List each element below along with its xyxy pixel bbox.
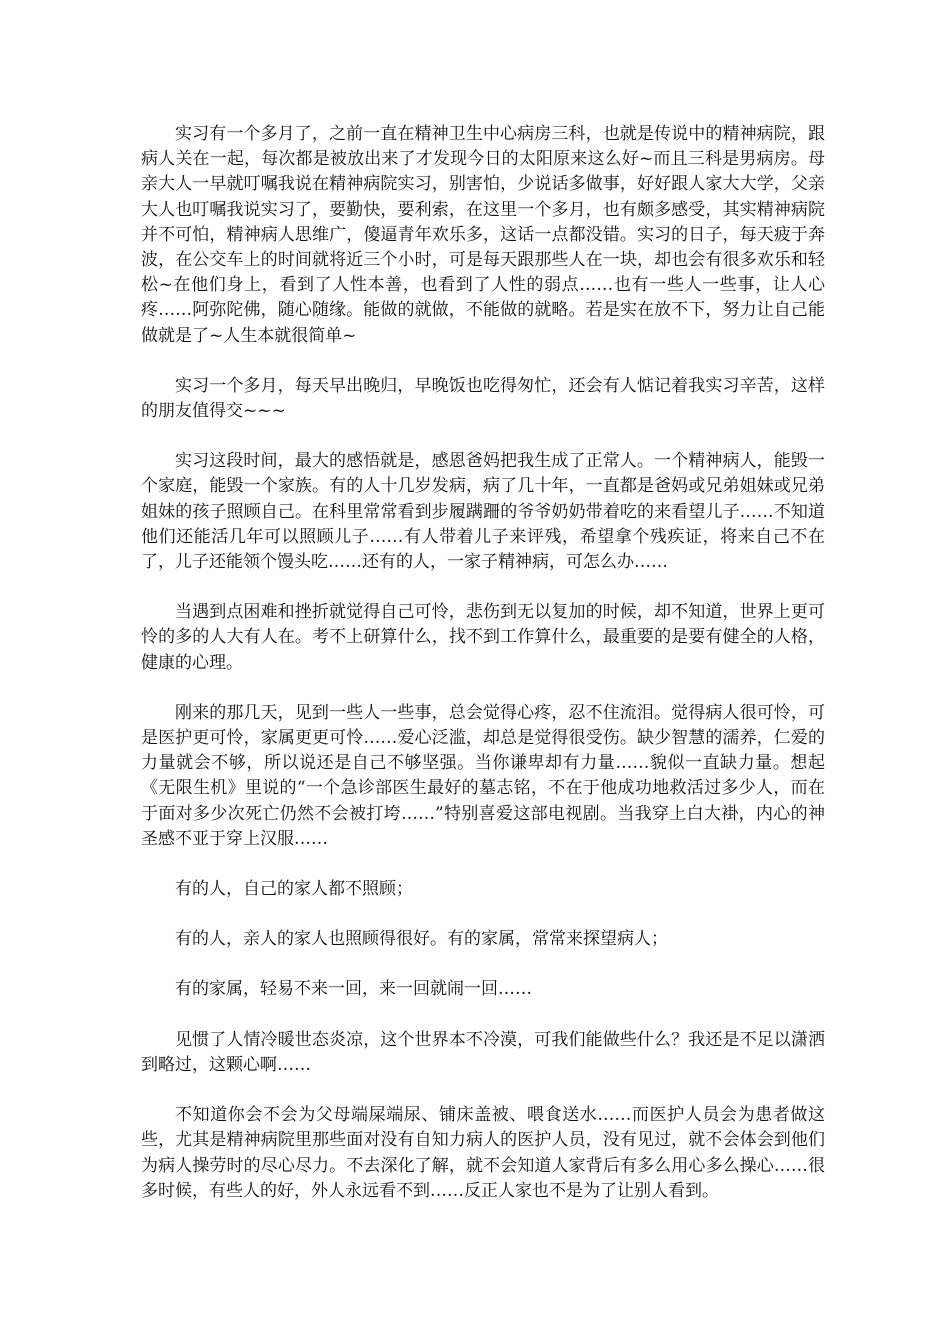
paragraph-medical-staff: 不知道你会不会为父母端屎端尿、铺床盖被、喂食送水……而医护人员会为患者做这些，尤其是精神病院里那些面对没有自知力病人的医护人员，没有见过，就不会体会到他们为病人操劳时的尽心尽力。不去深化了解，就不会知道人家背后有多么用心多么操心……很多时候，有些人的好，外人永远看不到……反正人家也不是为了让别人看到。 [141, 1105, 825, 1201]
paragraph-first-days: 刚来的那几天，见到一些人一些事，总会觉得心疼，忍不住流泪。觉得病人很可怜，可是医护更可怜，家属更更可怜……爱心泛滥，却总是觉得很受伤。缺少智慧的濡养，仁爱的力量就会不够，所以说还是自己不够坚强。当你谦卑却有力量……貌似一直缺力量。想起《无限生机》里说的“一个急诊部医生最好的墓志铭，不在于他成功地救活过多少人，而在于面对多少次死亡仍然不会被打垮……”特别喜爱这部电视剧。当我穿上白大褂，内心的神圣感不亚于穿上汉服…… [141, 702, 825, 849]
paragraph-internship-intro: 实习有一个多月了，之前一直在精神卫生中心病房三科，也就是传说中的精神病院，跟病人关在一起，每次都是被放出来了才发现今日的太阳原来这么好~而且三科是男病房。母亲大人一早就叮嘱我说在精神病院实习，别害怕，少说话多做事，好好跟人家大大学，父亲大人也叮嘱我说实习了，要勤快，要利索，在这里一个多月，也有颇多感受，其实精神病院并不可怕，精神病人思维广，傻逼青年欢乐多，这话一点都没错。实习的日子，每天疲于奔波，在公交车上的时间就将近三个小时，可是每天跟那些人在一块，却也会有很多欢乐和轻松~在他们身上，看到了人性本善，也看到了人性的弱点……也有一些人一些事，让人心疼……阿弥陀佛，随心随缘。能做的就做，不能做的就略。若是实在放不下，努力让自己能做就是了~人生本就很简单~ [141, 124, 825, 346]
paragraph-gratitude: 实习这段时间，最大的感悟就是，感恩爸妈把我生成了正常人。一个精神病人，能毁一个家庭，能毁一个家族。有的人十几岁发病，病了几十年，一直都是爸妈或兄弟姐妹或兄弟姐妹的孩子照顾自己。在科里常常看到步履蹒跚的爷爷奶奶带着吃的来看望儿子……不知道他们还能活几年可以照顾儿子……有人带着儿子来评残，希望拿个残疾证，将来自己不在了，儿子还能领个馒头吃……还有的人，一家子精神病，可怎么办…… [141, 451, 825, 573]
document-body [141, 122, 825, 1229]
paragraph-family-trouble: 有的家属，轻易不来一回，来一回就闹一回…… [175, 979, 532, 1000]
paragraph-world-reflection: 见惯了人情冷暖世态炎凉，这个世界本不冷漠，可我们能做些什么？我还是不足以潇洒到略过，这颗心啊…… [141, 1029, 825, 1075]
paragraph-busy-friends: 实习一个多月，每天早出晚归，早晚饭也吃得匆忙，还会有人惦记着我实习辛苦，这样的朋友值得交~~~ [141, 375, 825, 422]
paragraph-family-neglect: 有的人，自己的家人都不照顾； [175, 879, 413, 900]
paragraph-family-care: 有的人，亲人的家人也照顾得很好。有的家属，常常来探望病人； [175, 929, 668, 950]
paragraph-hardship: 当遇到点困难和挫折就觉得自己可怜，悲伤到无以复加的时候，却不知道，世界上更可怜的多的人大有人在。考不上研算什么，找不到工作算什么，最重要的是要有健全的人格，健康的心理。 [141, 602, 825, 673]
